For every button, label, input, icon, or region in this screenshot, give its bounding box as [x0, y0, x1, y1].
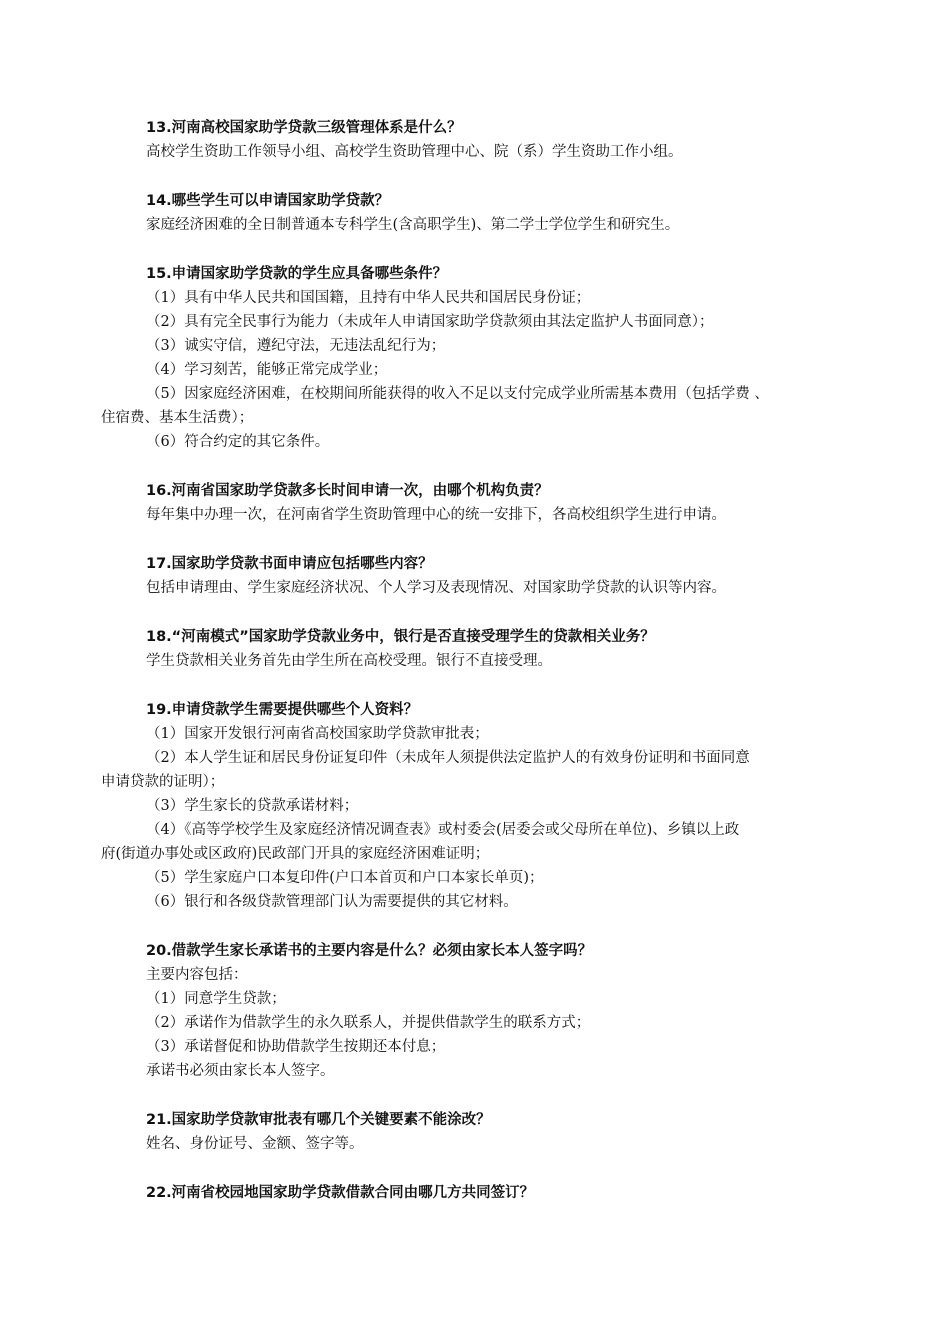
list-item: （6）符合约定的其它条件。: [146, 434, 330, 450]
document-body: [101, 116, 866, 1230]
question-heading: 15.申请国家助学贷款的学生应具备哪些条件？: [146, 266, 448, 282]
list-item-continuation: 府(街道办事处或区政府)民政部门开具的家庭经济困难证明；: [101, 846, 490, 862]
answer-text: 包括申请理由、学生家庭经济状况、个人学习及表现情况、对国家助学贷款的认识等内容。: [146, 580, 726, 596]
answer-text: 家庭经济困难的全日制普通本专科学生(含高职学生)、第二学士学位学生和研究生。: [146, 217, 680, 233]
answer-text: 每年集中办理一次，在河南省学生资助管理中心的统一安排下，各高校组织学生进行申请。: [146, 507, 726, 523]
qa-block-16: [146, 479, 866, 527]
list-item: 主要内容包括：: [146, 967, 248, 983]
qa-block-13: [146, 116, 866, 164]
list-item-continuation: 住宿费、基本生活费）；: [101, 410, 254, 426]
question-heading: 18.“河南模式”国家助学贷款业务中，银行是否直接受理学生的贷款相关业务？: [146, 629, 655, 645]
list-item: （2）本人学生证和居民身份证复印件（未成年人须提供法定监护人的有效身份证明和书面同意: [146, 750, 750, 766]
list-item: （1）同意学生贷款；: [146, 991, 286, 1007]
list-item: （1）国家开发银行河南省高校国家助学贷款审批表；: [146, 726, 489, 742]
list-item: （5）因家庭经济困难，在校期间所能获得的收入不足以支付完成学业所需基本费用（包括学费 、: [146, 386, 769, 402]
list-item: （5）学生家庭户口本复印件(户口本首页和户口本家长单页)；: [146, 870, 544, 886]
list-item: （6）银行和各级贷款管理部门认为需要提供的其它材料。: [146, 894, 518, 910]
qa-block-22: [146, 1181, 866, 1205]
list-item: 承诺书必须由家长本人签字。: [146, 1063, 335, 1079]
list-item: （3）诚实守信，遵纪守法，无违法乱纪行为；: [146, 338, 446, 354]
list-item: （2）具有完全民事行为能力（未成年人申请国家助学贷款须由其法定监护人书面同意）；: [146, 314, 714, 330]
question-heading: 13.河南高校国家助学贷款三级管理体系是什么？: [146, 120, 462, 136]
qa-block-14: [146, 189, 866, 237]
question-heading: 17.国家助学贷款书面申请应包括哪些内容？: [146, 556, 433, 572]
qa-block-15: [101, 262, 866, 454]
question-heading: 19.申请贷款学生需要提供哪些个人资料？: [146, 702, 419, 718]
answer-text: 姓名、身份证号、金额、签字等。: [146, 1136, 364, 1152]
question-heading: 21.国家助学贷款审批表有哪几个关键要素不能涂改？: [146, 1112, 491, 1128]
question-heading: 22.河南省校园地国家助学贷款借款合同由哪几方共同签订？: [146, 1185, 535, 1201]
list-item-continuation: 申请贷款的证明）；: [101, 774, 225, 790]
qa-block-21: [146, 1108, 866, 1156]
question-heading: 20.借款学生家长承诺书的主要内容是什么？必须由家长本人签字吗？: [146, 943, 593, 959]
list-item: （4）学习刻苦，能够正常完成学业；: [146, 362, 388, 378]
answer-text: 学生贷款相关业务首先由学生所在高校受理。银行不直接受理。: [146, 653, 552, 669]
list-item: （2）承诺作为借款学生的永久联系人，并提供借款学生的联系方式；: [146, 1015, 591, 1031]
list-item: （1）具有中华人民共和国国籍，且持有中华人民共和国居民身份证；: [146, 290, 591, 306]
qa-block-17: [146, 552, 866, 600]
qa-block-20: [146, 939, 866, 1083]
list-item: （3）承诺督促和协助借款学生按期还本付息；: [146, 1039, 446, 1055]
question-heading: 14.哪些学生可以申请国家助学贷款？: [146, 193, 390, 209]
question-heading: 16.河南省国家助学贷款多长时间申请一次，由哪个机构负责？: [146, 483, 549, 499]
list-item: （3）学生家长的贷款承诺材料；: [146, 798, 359, 814]
qa-block-18: [146, 625, 866, 673]
list-item: （4）《高等学校学生及家庭经济情况调查表》或村委会(居委会或父母所在单位)、乡镇以上政: [146, 822, 740, 838]
answer-text: 高校学生资助工作领导小组、高校学生资助管理中心、院（系）学生资助工作小组。: [146, 144, 683, 160]
qa-block-19: [101, 698, 866, 914]
